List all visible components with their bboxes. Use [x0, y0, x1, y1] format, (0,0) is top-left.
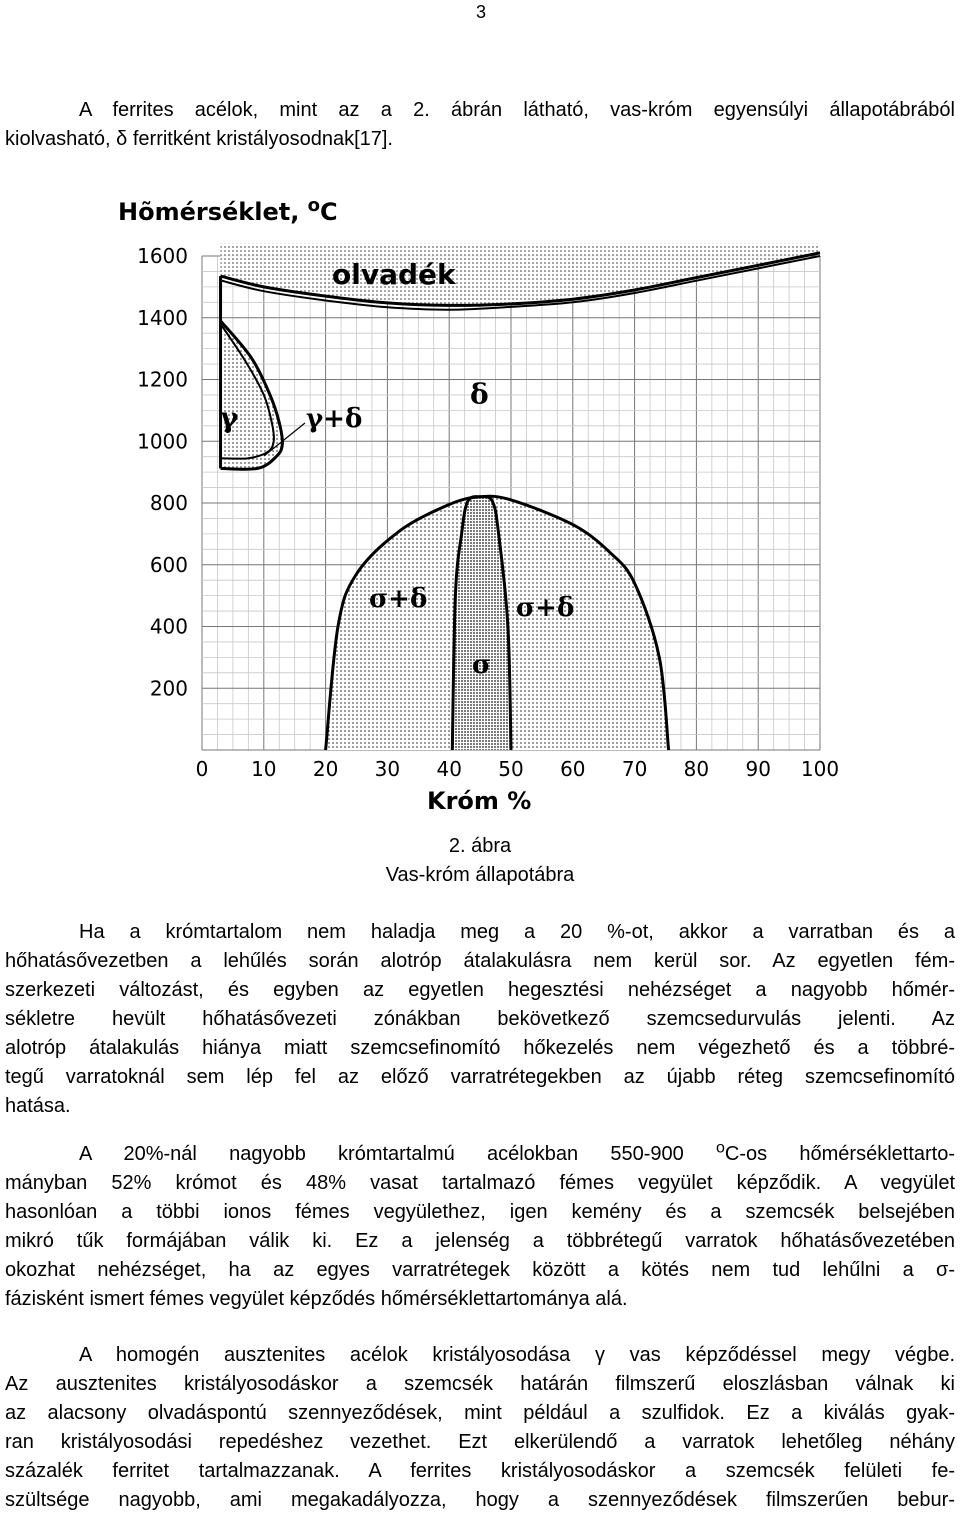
- intro-line-1: A ferrites acélok, mint az a 2. ábrán látható, vas-króm egyensúlyi állapotábrából: [79, 99, 955, 121]
- y-tick-label: 1000: [137, 429, 188, 454]
- x-tick-label: 0: [195, 757, 209, 781]
- p3-line-4: ran kristályosodási repedéshez vezethet. Ezt elkerülendő a varratok lehetőleg néhány: [5, 1431, 955, 1453]
- y-tick-label: 200: [149, 676, 188, 701]
- paragraph-3: [5, 1341, 955, 1515]
- p2-line-4: mikró tűk formájában válik ki. Ez a jelenség a többrétegű varratok hőhatásővezetében: [5, 1230, 955, 1252]
- p1-line-7: hatása.: [5, 1095, 71, 1117]
- y-tick-label: 800: [149, 491, 188, 515]
- p1-line-6: tegű varratoknál sem lép fel az előző varratrétegekben az újabb réteg szemcsefinomító: [5, 1066, 955, 1088]
- region-label-sigma-delta-right: σ+δ: [516, 593, 575, 623]
- x-tick-label: 100: [800, 757, 840, 781]
- y-tick-label: 1200: [137, 367, 188, 392]
- p2-line-5: okozhat nehézséget, ha az egyes varratrétegek között a kötés nem tud lehűlni a σ-: [5, 1259, 955, 1281]
- x-tick-label: 60: [560, 757, 586, 781]
- y-tick-label: 400: [149, 614, 188, 639]
- p3-line-6: szültsége nagyobb, ami megakadályozza, hogy a szennyeződések filmszerűen bebur-: [5, 1489, 955, 1511]
- p2-line-6: fázisként ismert fémes vegyület képződés hőmérséklettartománya alá.: [5, 1288, 628, 1310]
- p3-line-5: százalék ferritet tartalmazzanak. A ferrites kristályosodáskor a szemcsék felületi fe-: [5, 1460, 955, 1482]
- x-tick-label: 80: [683, 757, 710, 781]
- region-label-delta: δ: [470, 378, 489, 411]
- x-tick-label: 90: [745, 757, 771, 781]
- y-axis-label: Hõmérséklet, $^o$C: [118, 195, 338, 226]
- y-tick-label: 1400: [137, 305, 188, 330]
- x-tick-label: 20: [312, 757, 339, 781]
- paragraph-1: [5, 918, 955, 1121]
- p1-line-2: hőhatásővezetben a lehűlés során alotróp átalakulásra nem kerül sor. Az egyetlen fém-: [5, 950, 955, 972]
- region-label-sigma: σ: [472, 650, 492, 680]
- p1-line-5: alotróp átalakulás hiánya miatt szemcsefinomító hőkezelés nem végezhető és a többré-: [5, 1037, 955, 1059]
- intro-line-2: kiolvasható, δ ferritként kristályosodnak[17].: [5, 128, 393, 150]
- y-tick-label: 1600: [137, 244, 188, 268]
- p3-line-1: A homogén ausztenites acélok kristályosodása γ vas képződéssel megy végbe.: [79, 1344, 955, 1366]
- region-label-gamma: γ: [220, 401, 239, 434]
- p1-line-1: Ha a krómtartalom nem haladja meg a 20 %-ot, akkor a varratban és a: [79, 921, 955, 943]
- x-tick-label: 40: [436, 757, 462, 781]
- p3-line-2: Az ausztenites kristályosodáskor a szemcsék határán filmszerű eloszlásban válnak ki: [5, 1373, 955, 1395]
- p2-line-3: hasonlóan a többi ionos fémes vegyülethez, igen kemény és a szemcsék belsejében: [5, 1201, 955, 1223]
- p2-line-2: mányban 52% krómot és 48% vasat tartalmazó fémes vegyület képződik. A vegyület: [5, 1172, 955, 1194]
- iron-chromium-phase-diagram: [92, 182, 869, 830]
- p1-line-4: sékletre hevült hőhatásővezeti zónákban bekövetkező szemcsedurvulás jelenti. Az: [5, 1008, 955, 1030]
- intro-paragraph: [5, 96, 955, 154]
- region-label-sigma-delta-left: σ+δ: [369, 584, 428, 614]
- p2-line-1: A 20%-nál nagyobb krómtartalmú acélokban 550-900 $^o$C-os hőmérséklettarto-: [79, 1139, 955, 1165]
- x-tick-label: 10: [251, 757, 277, 781]
- figure-caption-title: Vas-króm állapotábra: [385, 864, 575, 886]
- x-axis-label: Króm %: [427, 787, 532, 815]
- p1-line-3: szerkezeti változást, és egyben az egyetlen hegesztési nehézséget a nagyobb hőmér-: [5, 979, 955, 1001]
- x-tick-label: 30: [374, 757, 401, 781]
- paragraph-2: [5, 1140, 955, 1314]
- p3-line-3: az alacsony olvadáspontú szennyeződések, mint például a szulfidok. Ez a kiválás gyak-: [5, 1402, 955, 1424]
- x-tick-label: 50: [498, 757, 524, 781]
- y-tick-label: 600: [149, 552, 188, 577]
- figure-caption-number: 2. ábra: [448, 835, 512, 857]
- region-label-liquid: olvadék: [332, 258, 456, 291]
- page-number: 3: [475, 2, 486, 22]
- phase-diagram-figure: [92, 182, 869, 830]
- region-label-gamma-delta: γ+δ: [306, 404, 363, 434]
- x-tick-label: 70: [621, 757, 648, 781]
